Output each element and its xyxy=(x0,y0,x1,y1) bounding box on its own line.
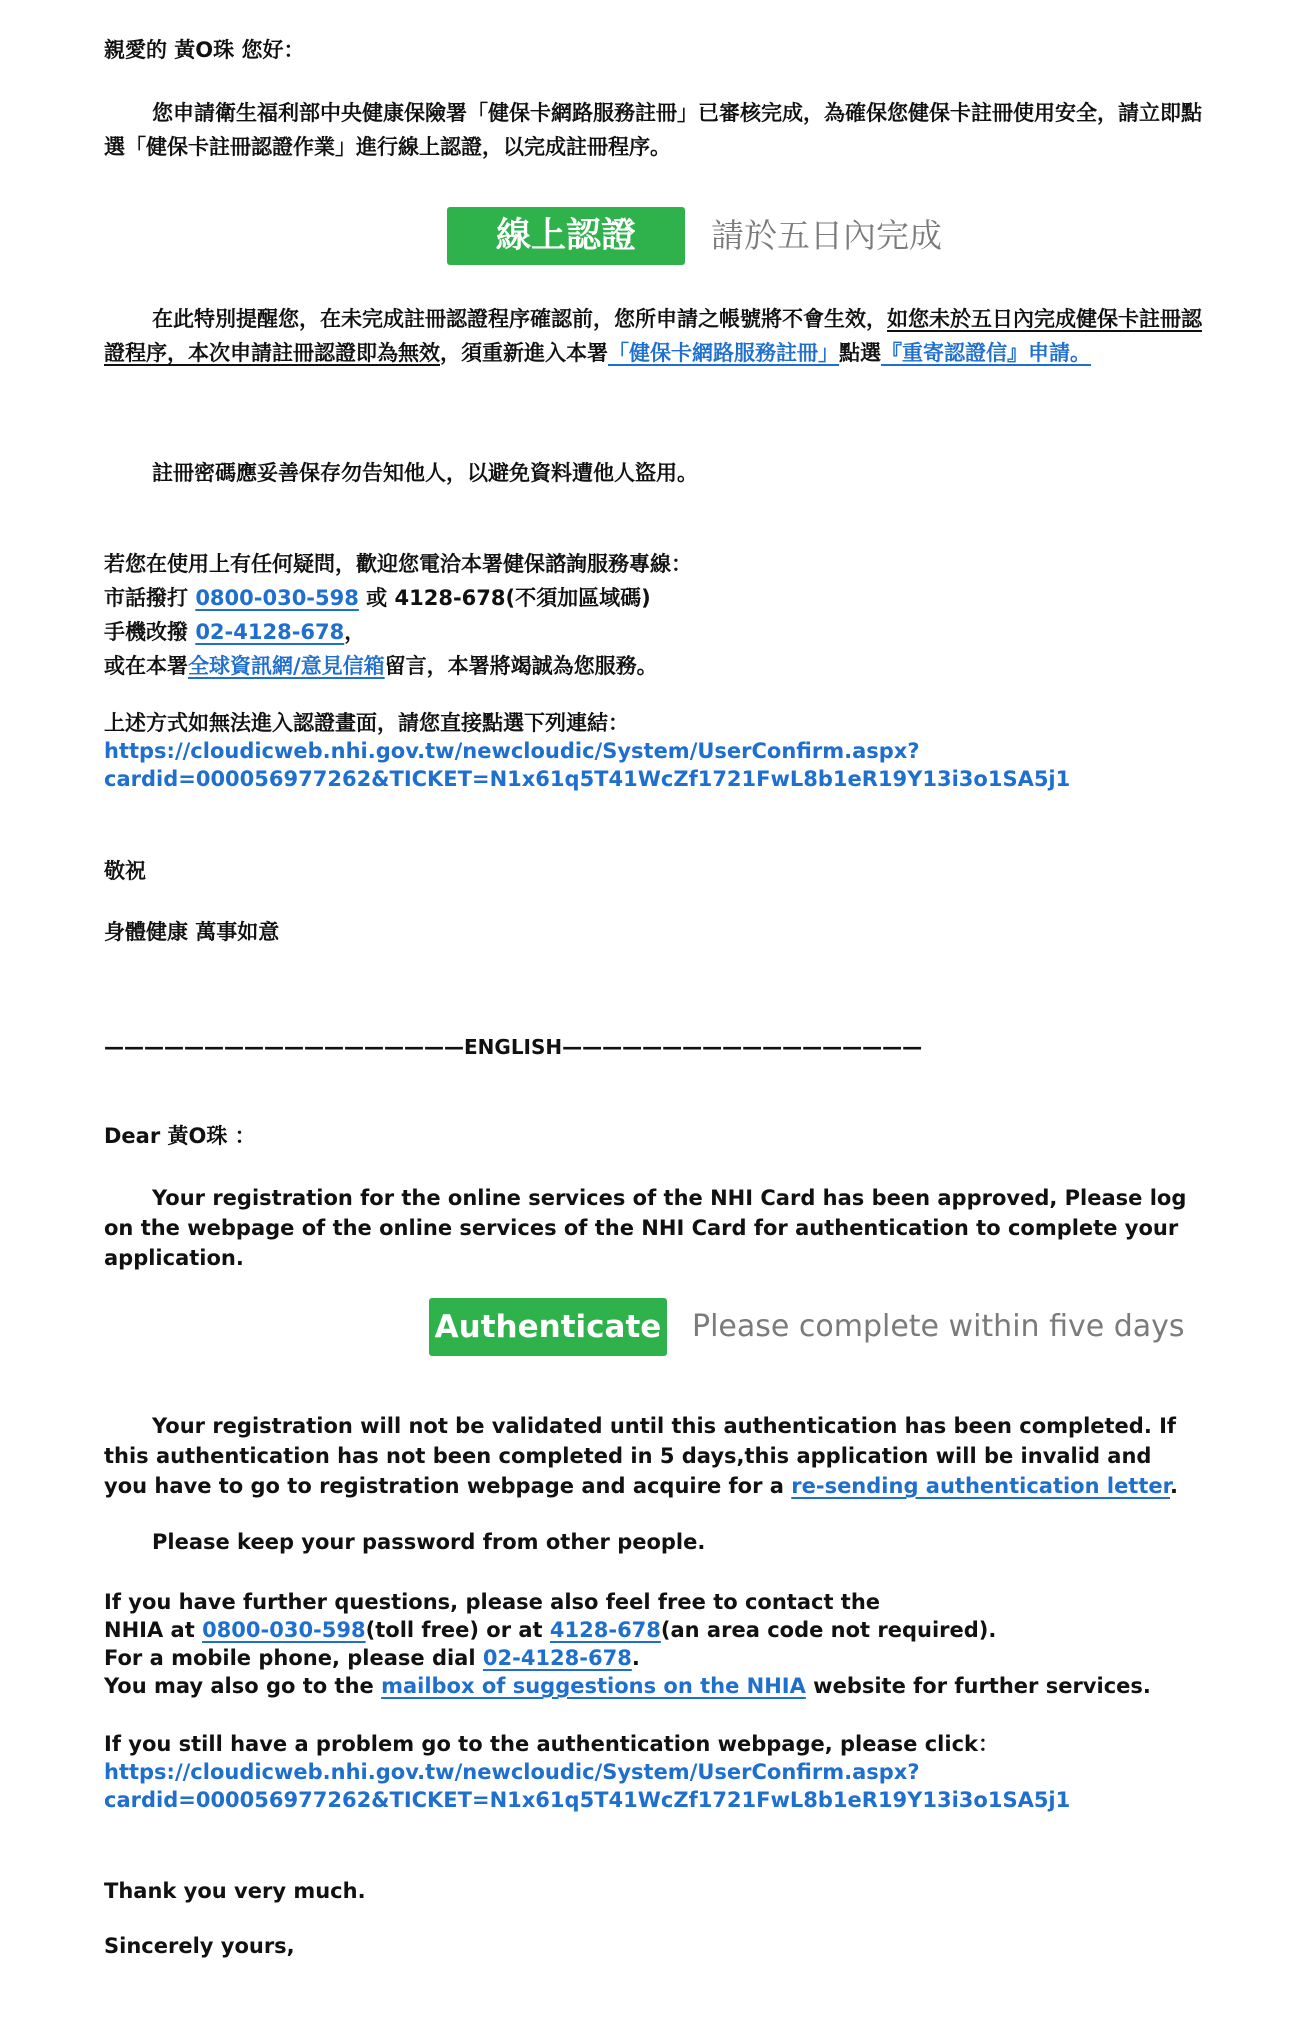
en-contact-mobile-period: . xyxy=(631,1646,640,1670)
zh-paragraph-approval: 您申請衛生福利部中央健康保險署「健保卡網路服務註冊」已審核完成，為確保您健保卡註冊使用安全，請立即點選「健保卡註冊認證作業」進行線上認證，以完成註冊程序。 xyxy=(104,101,1202,159)
en-paragraph-password: Please keep your password from other people. xyxy=(152,1530,706,1554)
zh-mobile-label: 手機改撥 xyxy=(104,620,196,644)
zh-mobile-suffix: ， xyxy=(344,620,366,644)
zh-confirm-url-line2[interactable]: cardid=000056977262&TICKET=N1x61q5T41WcZf1721FwL8b1eR19Y13i3o1SA5j1 xyxy=(104,767,1071,791)
en-fallback-block xyxy=(104,1730,1204,1814)
zh-mobile-line xyxy=(104,615,1204,649)
en-confirm-url-line2[interactable]: cardid=000056977262&TICKET=N1x61q5T41WcZf1721FwL8b1eR19Y13i3o1SA5j1 xyxy=(104,1788,1071,1812)
en-contact-block xyxy=(104,1588,1204,1700)
zh-closing-salutation: 敬祝 xyxy=(104,859,146,883)
zh-reminder-mid: ，須重新進入本署 xyxy=(440,341,608,365)
en-local-phone-link[interactable]: 4128-678 xyxy=(549,1618,661,1642)
en-greeting: Dear 黃O珠 ： xyxy=(104,1124,256,1148)
zh-confirm-url-line1[interactable]: https://cloudicweb.nhi.gov.tw/newcloudic/System/UserConfirm.aspx? xyxy=(104,739,920,763)
zh-nhi-card-registration-link[interactable]: 「健保卡網路服務註冊」 xyxy=(608,341,839,365)
zh-contact-block xyxy=(104,547,1204,683)
zh-deadline-note: 請於五日內完成 xyxy=(711,216,942,255)
en-deadline-note: Please complete within five days xyxy=(692,1309,1185,1344)
en-tollfree-phone-link[interactable]: 0800-030-598 xyxy=(202,1618,366,1642)
zh-resend-period[interactable]: 。 xyxy=(1070,341,1091,365)
zh-reminder-select: 點選 xyxy=(839,341,881,365)
zh-authenticate-button[interactable]: 線上認證 xyxy=(447,207,685,265)
en-contact-areacode-text: (an area code not required). xyxy=(660,1618,997,1642)
en-confirm-url-line1[interactable]: https://cloudicweb.nhi.gov.tw/newcloudic/System/UserConfirm.aspx? xyxy=(104,1760,920,1784)
en-contact-line2 xyxy=(104,1616,1204,1644)
en-contact-mobile-label: For a mobile phone, please dial xyxy=(104,1646,483,1670)
en-mobile-phone-link[interactable]: 02-4128-678 xyxy=(482,1646,632,1670)
en-contact-line1: If you have further questions, please also feel free to contact the xyxy=(104,1590,881,1614)
zh-landline-phone-link[interactable]: 0800-030-598 xyxy=(195,586,359,610)
en-fallback-intro: If you still have a problem go to the authentication webpage, please click： xyxy=(104,1732,999,1756)
zh-greeting: 親愛的 黃O珠 您好： xyxy=(104,38,305,62)
zh-fallback-block xyxy=(104,709,1204,793)
zh-reminder-warning: 如您未於五日內完成健保卡註冊認證程序，本次申請註冊認證即為無效 xyxy=(104,307,1202,365)
en-reminder-period: . xyxy=(1170,1474,1178,1498)
en-suggestion-mailbox-link[interactable]: mailbox of suggestions on the NHIA xyxy=(381,1674,806,1698)
zh-landline-label: 市話撥打 xyxy=(104,586,196,610)
zh-contact-intro: 若您在使用上有任何疑問，歡迎您電洽本署健保諮詢服務專線： xyxy=(104,552,692,576)
zh-closing-wishes: 身體健康 萬事如意 xyxy=(104,920,280,944)
zh-landline-line xyxy=(104,581,1204,615)
zh-fallback-intro: 上述方式如無法進入認證畫面，請您直接點選下列連結： xyxy=(104,711,629,735)
en-authenticate-button[interactable]: Authenticate xyxy=(429,1298,667,1356)
en-signoff: Sincerely yours, xyxy=(104,1934,295,1958)
en-paragraph-approval: Your registration for the online services of the NHI Card has been approved, Please log on the webpage of the online services of the NHI Card for authentication to complete your application. xyxy=(104,1186,1187,1270)
en-thanks: Thank you very much. xyxy=(104,1879,366,1903)
en-contact-nhia-label: NHIA at xyxy=(104,1618,203,1642)
zh-resend-letter-link[interactable]: 『重寄認證信』申請 xyxy=(881,341,1070,365)
zh-website-mailbox-link[interactable]: 全球資訊網/意見信箱 xyxy=(188,654,385,678)
zh-paragraph-reminder xyxy=(104,302,1204,370)
zh-web-line xyxy=(104,649,1204,683)
zh-paragraph-password: 註冊密碼應妥善保存勿告知他人，以避免資料遭他人盜用。 xyxy=(152,461,698,485)
en-contact-line4 xyxy=(104,1672,1204,1700)
language-divider: ——————————————————ENGLISH—————————————————— xyxy=(104,1035,923,1059)
en-resend-letter-link[interactable]: re-sending authentication letter xyxy=(791,1474,1170,1498)
en-contact-line3 xyxy=(104,1644,1204,1672)
en-contact-mailbox-label: You may also go to the xyxy=(104,1674,382,1698)
zh-landline-suffix: 或 4128-678(不須加區域碼) xyxy=(358,586,651,610)
zh-web-suffix: 留言，本署將竭誠為您服務。 xyxy=(384,654,658,678)
en-paragraph-reminder xyxy=(104,1411,1194,1501)
en-contact-mailbox-suffix: website for further services. xyxy=(805,1674,1151,1698)
en-contact-tollfree-text: (toll free) or at xyxy=(365,1618,550,1642)
en-reminder-text: Your registration will not be validated until this authentication has been completed. If this authentication has not been completed in 5 days,this application will be invalid and you have to go to registration webpage and acquire for a xyxy=(104,1414,1177,1498)
zh-web-label: 或在本署 xyxy=(104,654,188,678)
zh-mobile-phone-link[interactable]: 02-4128-678 xyxy=(195,620,345,644)
zh-reminder-text: 在此特別提醒您，在未完成註冊認證程序確認前，您所申請之帳號將不會生效， xyxy=(152,307,887,331)
